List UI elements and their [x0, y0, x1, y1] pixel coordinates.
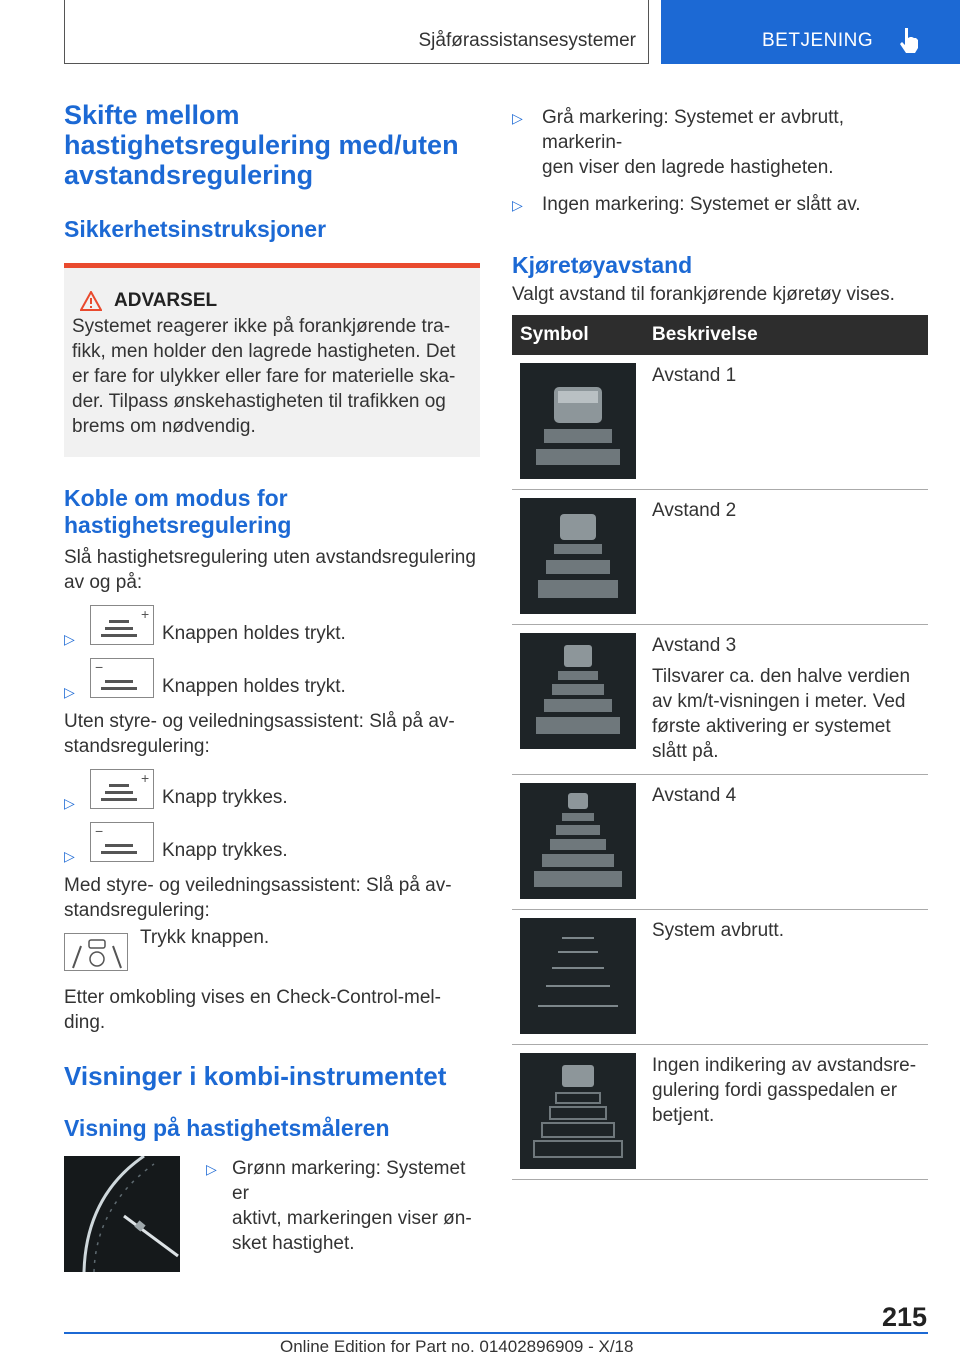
distance-plus-button-image	[90, 605, 154, 645]
safety-heading: Sikkerhetsinstruksjoner	[64, 216, 327, 242]
section-heading: Skifte mellom hastighetsregulering med/uten avstandsregulering	[64, 100, 459, 190]
hand-pointer-icon	[897, 26, 921, 54]
list-item: ▷ Grønn markering: Systemet er aktivt, markeringen viser øn- sket hastighet.	[206, 1156, 480, 1272]
warning-title: ADVARSEL	[114, 290, 218, 311]
steering-assist-button-image	[64, 933, 128, 971]
speedometer-image	[64, 1156, 180, 1272]
table-row	[512, 625, 928, 775]
with-assist-text: Med styre- og veiledningsassistent: Slå på av- standsregulering:	[64, 875, 452, 921]
table-cell-text: Avstand 1	[652, 365, 737, 386]
distance-2-symbol-image	[520, 498, 636, 614]
speedo-heading: Visning på hastighetsmåleren	[64, 1115, 390, 1141]
distance-4-symbol-image	[520, 783, 636, 899]
no-assist-text: Uten styre- og veiledningsassistent: Slå på av- standsregulering:	[64, 711, 455, 757]
mode-intro: Slå hastighetsregulering uten avstandsregulering av og på:	[64, 547, 476, 593]
table-row	[512, 1045, 928, 1180]
left-column	[64, 100, 480, 1272]
table-cell-text: System avbrutt.	[652, 920, 784, 941]
list-item-text: Knappen holdes trykt.	[162, 623, 346, 644]
table-cell-text: Ingen indikering av avstandsre- gulering fordi gasspedalen er betjent.	[644, 1045, 928, 1180]
list-item: ▷ Grå markering: Systemet er avbrutt, markerin- gen viser den lagrede hastigheten.	[512, 105, 928, 180]
table-row	[512, 910, 928, 1045]
footer-divider	[64, 1332, 928, 1334]
distance-table	[512, 315, 928, 1180]
list-item-text: Ingen markering: Systemet er slått av.	[542, 194, 861, 215]
table-row	[512, 775, 928, 910]
table-header: Beskrivelse	[644, 315, 928, 355]
list-item-text: Knapp trykkes.	[162, 787, 288, 808]
list-item-text: Grønn markering: Systemet er aktivt, markeringen viser øn- sket hastighet.	[232, 1158, 472, 1254]
svg-text:+: +	[141, 606, 150, 622]
table-cell-text: Avstand 3 Tilsvarer ca. den halve verdien av km/t-visningen i meter. Ved første aktivering er systemet slått på.	[644, 625, 928, 775]
svg-text:−: −	[95, 823, 104, 839]
after-text: Etter omkobling vises en Check-Control-mel- ding.	[64, 987, 441, 1033]
header-section-box	[64, 0, 649, 64]
list-item: ▷ − Knapp trykkes.	[64, 823, 288, 864]
speedo-row	[64, 1156, 480, 1272]
list-item-text: Knapp trykkes.	[162, 840, 288, 861]
header-chapter-title: BETJENING	[762, 30, 874, 51]
press-button-text: Trykk knappen.	[140, 927, 270, 948]
svg-text:−: −	[95, 659, 104, 675]
mode-heading: Koble om modus for hastighetsregulering	[64, 485, 292, 538]
right-column	[512, 100, 928, 1180]
no-distance-indication-symbol-image	[520, 1053, 636, 1169]
list-item: ▷ + Knappen holdes trykt.	[64, 606, 346, 647]
warning-triangle-icon	[80, 291, 102, 311]
table-cell-text: Avstand 2	[652, 500, 737, 521]
header-section-title: Sjåførassistansesystemer	[418, 30, 636, 51]
list-item: ▷ + Knapp trykkes.	[64, 770, 288, 811]
header-chapter-tab[interactable]	[661, 0, 960, 64]
warning-text: Systemet reagerer ikke på forankjørende tra- fikk, men holder den lagrede hastigheten. Det er fare for ulykker eller fare for materielle ska- der. Tilpass ønskehastigheten til trafikken og brems om nødvendig.	[72, 316, 456, 437]
list-item: ▷ Ingen markering: Systemet er slått av.	[512, 194, 861, 215]
table-header: Symbol	[512, 315, 644, 355]
table-cell-text: Avstand 4	[652, 785, 737, 806]
list-item-text: Knappen holdes trykt.	[162, 676, 346, 697]
distance-intro: Valgt avstand til forankjørende kjøretøy vises.	[512, 284, 895, 305]
list-item: ▷ − Knappen holdes trykt.	[64, 659, 346, 700]
distance-plus-button-image	[90, 769, 154, 809]
distance-minus-button-image	[90, 658, 154, 698]
distance-1-symbol-image	[520, 363, 636, 479]
table-header-row	[512, 315, 928, 355]
system-interrupted-symbol-image	[520, 918, 636, 1034]
display-heading: Visninger i kombi-instrumentet	[64, 1061, 447, 1091]
footer-edition: Online Edition for Part no. 01402896909 - X/18	[280, 1337, 634, 1356]
distance-heading: Kjøretøyavstand	[512, 252, 693, 278]
distance-3-symbol-image	[520, 633, 636, 749]
table-row	[512, 490, 928, 625]
distance-minus-button-image	[90, 822, 154, 862]
warning-box	[64, 263, 480, 457]
press-button-row	[64, 927, 480, 971]
svg-text:+: +	[141, 770, 150, 786]
table-row	[512, 355, 928, 490]
list-item-text: Grå markering: Systemet er avbrutt, markerin- gen viser den lagrede hastigheten.	[542, 107, 844, 178]
page-number: 215	[881, 1302, 927, 1332]
